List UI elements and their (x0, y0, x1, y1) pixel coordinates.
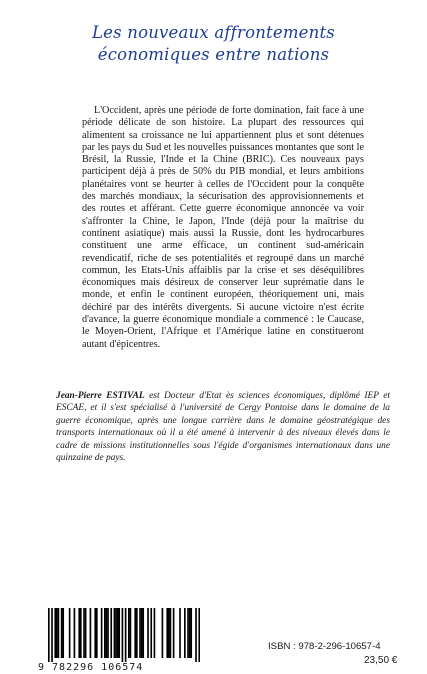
barcode-bar (101, 608, 103, 658)
barcode-bar (125, 608, 127, 662)
author-name: Jean-Pierre ESTIVAL (56, 391, 145, 401)
barcode-bar (134, 608, 136, 658)
barcode-bar (195, 608, 197, 662)
barcode-bar (122, 608, 124, 662)
barcode-bar (187, 608, 189, 658)
title-line-2: économiques entre nations (97, 45, 330, 64)
barcode-bars (48, 608, 200, 662)
barcode-bar (85, 608, 87, 658)
barcode-bar (139, 608, 141, 658)
barcode-bar (69, 608, 71, 658)
barcode-bar (96, 608, 98, 658)
barcode-bar (147, 608, 149, 658)
barcode-bar (128, 608, 130, 658)
barcode-bar (136, 608, 138, 658)
barcode-bar (142, 608, 144, 658)
barcode-bar (190, 608, 192, 658)
barcode-bar (107, 608, 109, 658)
barcode-bar (78, 608, 80, 658)
price: 23,50 € (364, 655, 398, 666)
barcode-bar (51, 608, 53, 662)
barcode-bar (130, 608, 132, 658)
barcode-bar (106, 608, 108, 658)
barcode-bar (83, 608, 85, 658)
book-title (0, 22, 427, 66)
barcode-bar (150, 608, 152, 658)
barcode-bar (104, 608, 106, 658)
barcode-bar (173, 608, 175, 658)
barcode-bar (141, 608, 143, 658)
barcode-bar (198, 608, 200, 662)
barcode-bar (179, 608, 181, 658)
author-bio (56, 390, 390, 464)
barcode-bar (90, 608, 92, 658)
barcode (38, 608, 210, 674)
barcode-bar (166, 608, 168, 658)
barcode-digits: 9 782296 106574 (38, 662, 144, 673)
barcode-bar (48, 608, 50, 662)
barcode-bar (117, 608, 119, 658)
barcode-bar (115, 608, 117, 658)
barcode-bar (62, 608, 64, 658)
barcode-bar (110, 608, 112, 658)
barcode-bar (61, 608, 63, 658)
barcode-bar (162, 608, 164, 658)
summary-paragraph: L'Occident, après une période de forte domination, fait face à une période délicate de son histoire. La plupart des ressources qui alimentent sa croissance ne lui appartiennent plus et sont détenues par les pays du Sud et les nouvelles puissances montantes que sont le Brésil, la Russie, l'Inde et la Chine (BRIC). Ces nouveaux pays participent déjà à près de 50% du PIB mondial, et leurs ambitions planétaires vont se heurter à celles de l'Occident pour la conquête des marchés mondiaux, la sécurisation des approvisionnements et des routes et afférant. Cette guerre économique annoncée va voir s'affronter la Chine, le Japon, l'Inde (déjà pour la maîtrise du continent asiatique) mais aussi la Russie, dont les hydrocarbures constituent une arme efficace, un continent sud-américain revendicatif, riche de ses potentialités et regroupé dans un marché commun, les Etats-Unis affaiblis par la crise et ses déséquilibres économiques mais désireux de conserver leur suprématie dans le monde, et enfin le continent européen, théoriquement uni, mais déchiré par des intérêts divergents. Si aucune victoire n'est écrite d'avance, la guerre économique mondiale a commencé : le Caucase, le Moyen-Orient, l'Afrique et l'Amérique latine en constitueront autant d'épicentres. (82, 105, 364, 350)
barcode-bar (118, 608, 120, 658)
barcode-bar (80, 608, 82, 658)
barcode-bar (58, 608, 60, 658)
barcode-bar (170, 608, 172, 658)
barcode-bar (184, 608, 186, 658)
author-bio-text: est Docteur d'Etat ès sciences économiques, diplômé IEP et ESCAE, et il s'est spécialisé à l'université de Cergy Pontoise dans le domaine de la guerre économique, après une longue carrière dans le domaine géostratégique des transports internationaux où il a été amené à intervenir à des niveaux élevés dans le cadre de missions institutionnelles sous l'égide d'organismes internationaux dans une quinzaine de pays. (56, 391, 391, 464)
isbn: ISBN : 978-2-296-10657-4 (268, 641, 381, 652)
barcode-bar (54, 608, 56, 658)
barcode-bar (168, 608, 170, 658)
barcode-bar (114, 608, 116, 658)
barcode-bar (94, 608, 96, 658)
barcode-bar (189, 608, 191, 658)
barcode-bar (74, 608, 76, 658)
title-line-1: Les nouveaux affrontements (92, 23, 335, 42)
barcode-bar (154, 608, 156, 658)
barcode-bar (56, 608, 58, 658)
